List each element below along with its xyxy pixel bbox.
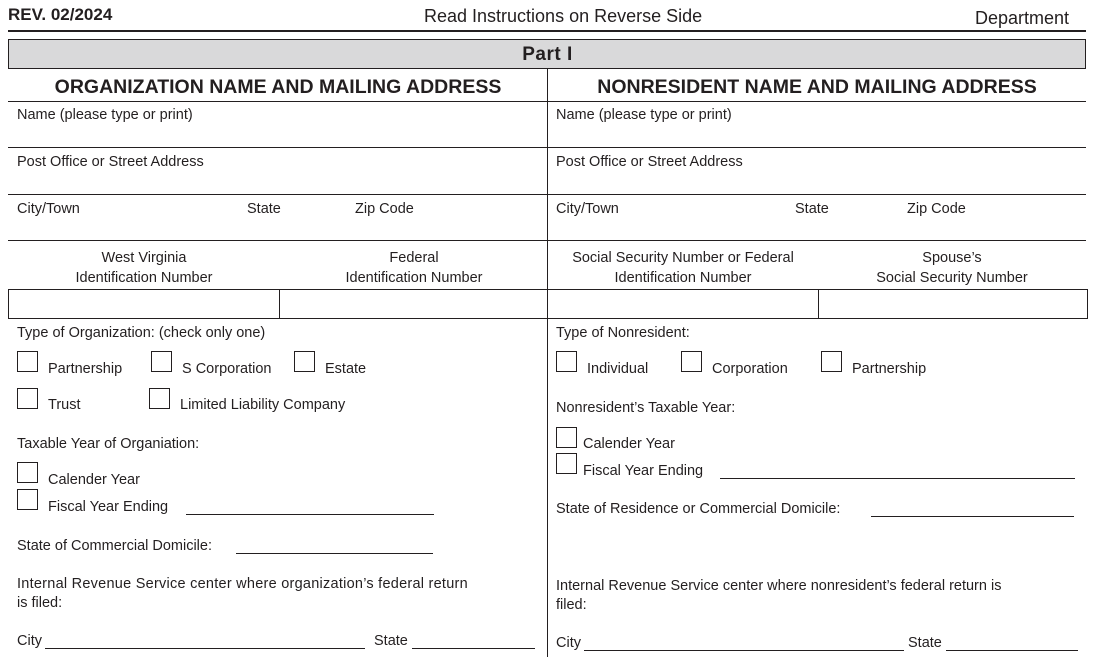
s-corporation-label: S Corporation: [182, 361, 272, 377]
nonres-irs-city-label: City: [556, 635, 581, 651]
org-irs-city-label: City: [17, 633, 42, 649]
org-fiscal-year-line[interactable]: [186, 514, 434, 515]
nonres-zip-label: Zip Code: [907, 201, 966, 217]
org-domicile-line[interactable]: [236, 553, 433, 554]
wv-id-label: [8, 248, 280, 288]
nonres-fiscal-year-checkbox[interactable]: [556, 453, 577, 474]
nonres-irs-state-line[interactable]: [946, 650, 1078, 651]
spouse-ssn-label: [818, 248, 1086, 288]
department-label: Department: [975, 8, 1070, 28]
estate-label: Estate: [325, 361, 367, 377]
org-irs-city-line[interactable]: [45, 648, 365, 649]
nonres-residence-line[interactable]: [871, 516, 1074, 517]
wv-id-label-line2: Identification Number: [75, 270, 213, 286]
ssn-label: [548, 248, 818, 288]
wv-id-input[interactable]: [8, 289, 281, 319]
org-domicile-label: State of Commercial Domicile:: [17, 538, 212, 554]
llc-checkbox[interactable]: [149, 388, 170, 409]
org-name-label: Name (please type or print): [17, 107, 193, 123]
org-state-label: State: [247, 201, 281, 217]
nonres-irs-state-label: State: [908, 635, 942, 651]
individual-checkbox[interactable]: [556, 351, 577, 372]
nonres-name-field[interactable]: [548, 122, 1086, 147]
instructions-note: Read Instructions on Reverse Side: [424, 6, 703, 26]
trust-label: Trust: [48, 397, 81, 413]
federal-id-label-line1: Federal: [389, 250, 439, 266]
org-calendar-year-checkbox[interactable]: [17, 462, 38, 483]
org-taxable-year-label: Taxable Year of Organiation:: [17, 436, 200, 452]
section-title-rule: [8, 101, 1086, 102]
trust-checkbox[interactable]: [17, 388, 38, 409]
nonres-name-rule: [548, 147, 1086, 148]
org-name-field[interactable]: [8, 122, 547, 147]
header-rule: [8, 30, 1086, 32]
nonres-fiscal-year-line[interactable]: [720, 478, 1075, 479]
spouse-ssn-label-line1: Spouse’s: [922, 250, 982, 266]
individual-label: Individual: [587, 361, 649, 377]
partnership-label: Partnership: [48, 361, 123, 377]
org-street-label: Post Office or Street Address: [17, 154, 204, 170]
nonres-irs-label-line1: Internal Revenue Service center where nonresident’s federal return is: [556, 578, 1002, 594]
org-fiscal-year-checkbox[interactable]: [17, 489, 38, 510]
spouse-ssn-label-line2: Social Security Number: [876, 270, 1028, 286]
org-city-state-zip-field[interactable]: [8, 218, 547, 240]
corporation-checkbox[interactable]: [681, 351, 702, 372]
nonres-fiscal-year-label: Fiscal Year Ending: [583, 463, 704, 479]
org-fiscal-year-label: Fiscal Year Ending: [48, 499, 169, 515]
organization-section-title: ORGANIZATION NAME AND MAILING ADDRESS: [54, 76, 502, 98]
nonres-street-rule: [548, 194, 1086, 195]
org-calendar-year-label: Calender Year: [48, 472, 140, 488]
llc-label: Limited Liability Company: [180, 397, 346, 413]
nonresident-section-title: NONRESIDENT NAME AND MAILING ADDRESS: [597, 76, 1037, 98]
nonres-taxable-year-label: Nonresident’s Taxable Year:: [556, 400, 736, 416]
s-corporation-checkbox[interactable]: [151, 351, 172, 372]
corporation-label: Corporation: [712, 361, 788, 377]
column-divider: [547, 69, 548, 657]
org-zip-label: Zip Code: [355, 201, 414, 217]
org-city-label: City/Town: [17, 201, 80, 217]
nonres-state-label: State: [795, 201, 829, 217]
nonres-calendar-year-checkbox[interactable]: [556, 427, 577, 448]
estate-checkbox[interactable]: [294, 351, 315, 372]
federal-id-label: [280, 248, 548, 288]
nonres-name-label: Name (please type or print): [556, 107, 732, 123]
nonres-street-label: Post Office or Street Address: [556, 154, 743, 170]
nonres-irs-label-line2: filed:: [556, 597, 587, 613]
org-irs-state-label: State: [374, 633, 408, 649]
part-title: Part I: [522, 44, 573, 65]
partnership-checkbox[interactable]: [17, 351, 38, 372]
org-street-rule: [8, 194, 547, 195]
nonres-partnership-checkbox[interactable]: [821, 351, 842, 372]
ssn-input[interactable]: [547, 289, 820, 319]
nonres-partnership-label: Partnership: [852, 361, 927, 377]
nonres-type-label: Type of Nonresident:: [556, 325, 690, 341]
nonres-city-label: City/Town: [556, 201, 619, 217]
nonres-street-field[interactable]: [548, 170, 1086, 194]
nonres-calendar-year-label: Calender Year: [583, 436, 675, 452]
org-irs-label-line1: Internal Revenue Service center where organization’s federal return: [17, 576, 468, 592]
org-city-rule: [8, 240, 547, 241]
nonres-city-rule: [548, 240, 1086, 241]
org-irs-label-line2: is filed:: [17, 595, 63, 611]
org-street-field[interactable]: [8, 170, 547, 194]
revision-date: REV. 02/2024: [8, 5, 113, 24]
org-irs-state-line[interactable]: [412, 648, 535, 649]
ssn-label-line2: Identification Number: [614, 270, 752, 286]
spouse-ssn-input[interactable]: [818, 289, 1088, 319]
nonres-residence-label: State of Residence or Commercial Domicile:: [556, 501, 841, 517]
federal-id-label-line2: Identification Number: [345, 270, 483, 286]
nonres-irs-city-line[interactable]: [584, 650, 904, 651]
ssn-label-line1: Social Security Number or Federal: [572, 250, 794, 266]
federal-id-input[interactable]: [279, 289, 549, 319]
org-name-rule: [8, 147, 547, 148]
wv-id-label-line1: West Virginia: [101, 250, 187, 266]
nonres-city-state-zip-field[interactable]: [548, 218, 1086, 240]
org-type-label: Type of Organization: (check only one): [17, 325, 266, 341]
